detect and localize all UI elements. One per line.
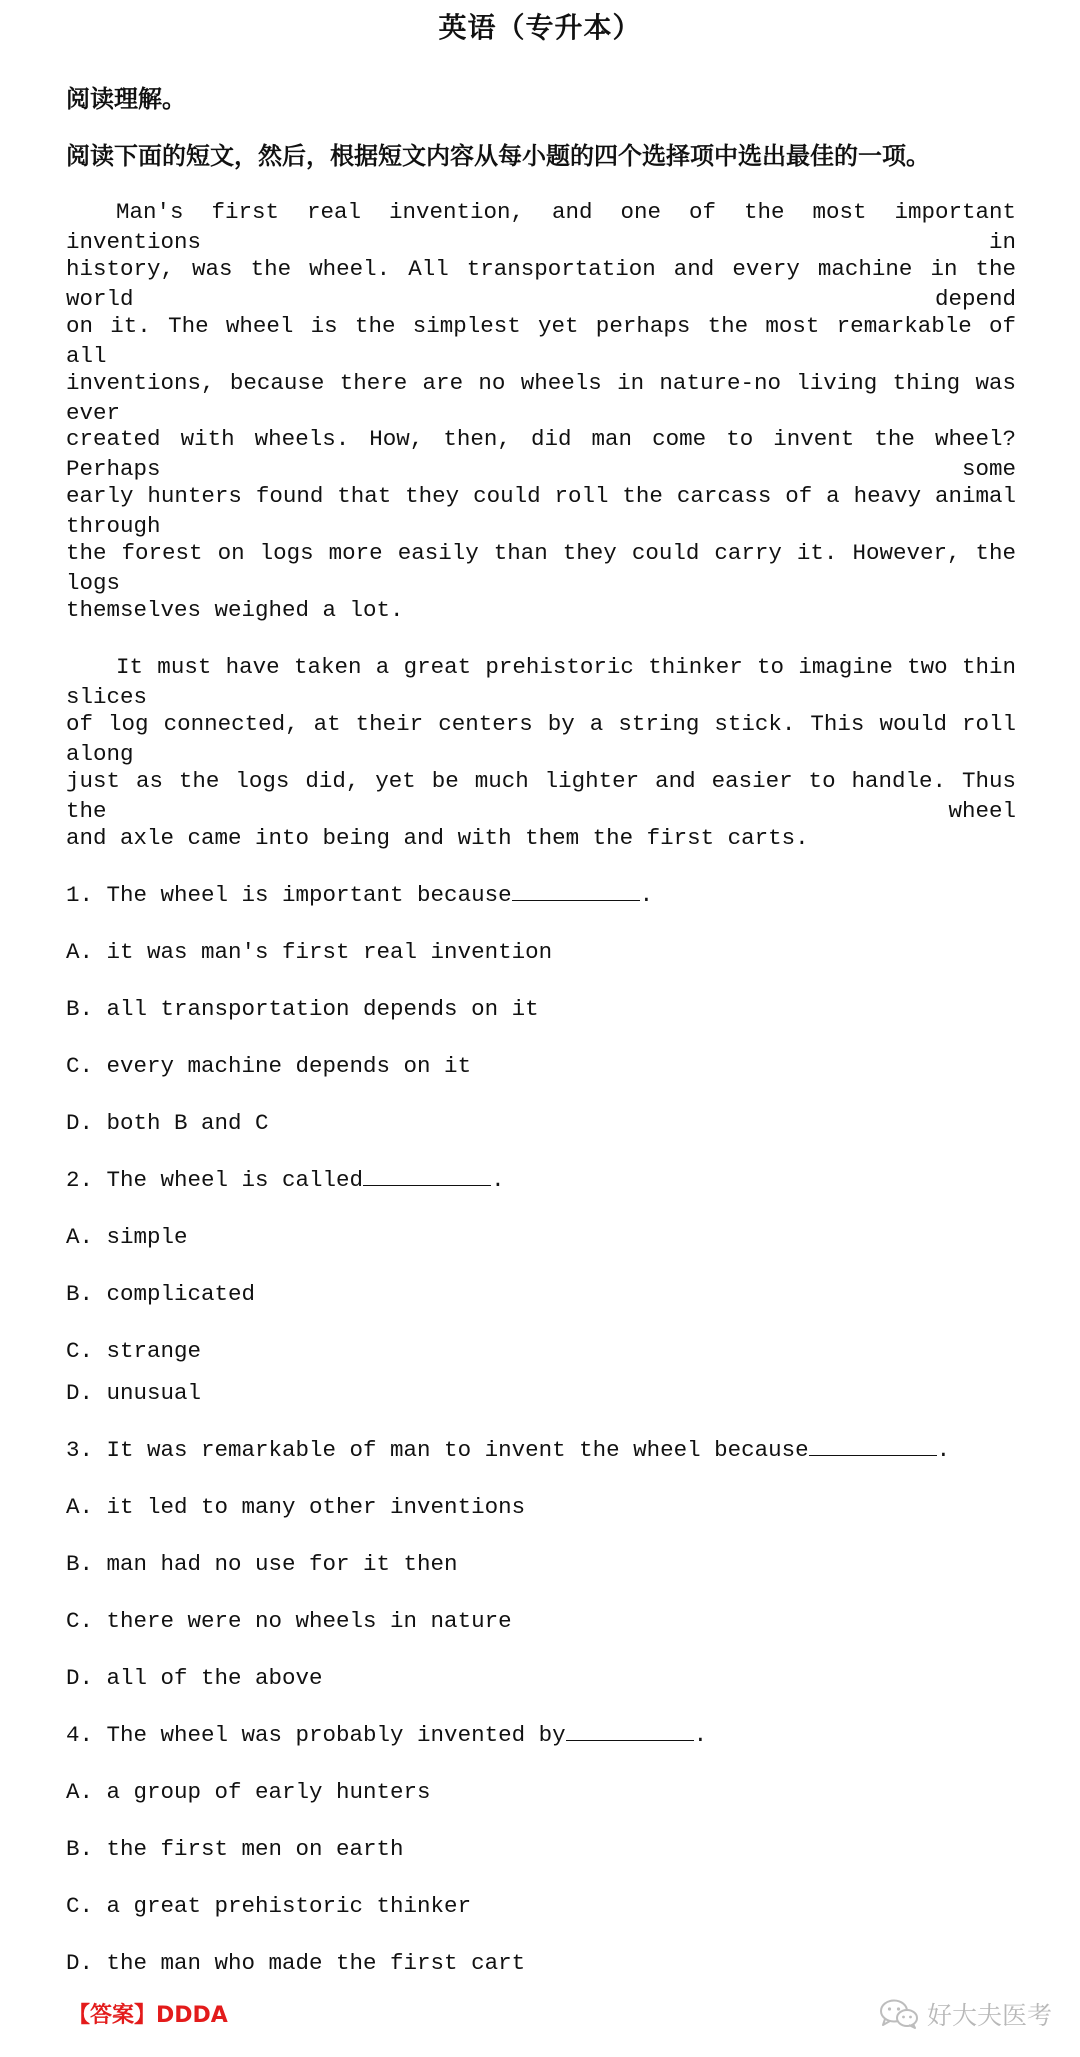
question-4-stem: 4. The wheel was probably invented by . bbox=[66, 1722, 708, 1748]
question-4-option-c: C. a great prehistoric thinker bbox=[66, 1893, 472, 1919]
passage-line: early hunters found that they could roll the carcass of a heavy animal through bbox=[66, 483, 1016, 539]
passage-line: inventions, because there are no wheels in nature-no living thing was ever bbox=[66, 370, 1016, 426]
answer-blank bbox=[566, 1722, 694, 1741]
question-2-option-b: B. complicated bbox=[66, 1281, 256, 1307]
question-4-option-a: A. a group of early hunters bbox=[66, 1779, 431, 1805]
question-1-option-b: B. all transportation depends on it bbox=[66, 996, 539, 1022]
question-1-option-d: D. both B and C bbox=[66, 1110, 269, 1136]
passage-line: on it. The wheel is the simplest yet perhaps the most remarkable of all bbox=[66, 313, 1016, 369]
watermark bbox=[879, 1996, 1052, 2032]
passage-line: and axle came into being and with them the first carts. bbox=[66, 825, 809, 851]
passage-line: of log connected, at their centers by a string stick. This would roll along bbox=[66, 711, 1016, 767]
question-1-option-a: A. it was man's first real invention bbox=[66, 939, 553, 965]
passage-line: created with wheels. How, then, did man come to invent the wheel? Perhaps some bbox=[66, 426, 1016, 482]
passage-line: It must have taken a great prehistoric thinker to imagine two thin slices bbox=[66, 654, 1016, 710]
passage-line: the forest on logs more easily than they could carry it. However, the logs bbox=[66, 540, 1016, 596]
answer-blank bbox=[512, 882, 640, 901]
question-3-option-b: B. man had no use for it then bbox=[66, 1551, 458, 1577]
watermark-text: 好大夫医考 bbox=[926, 2001, 1052, 2030]
question-3-option-a: A. it led to many other inventions bbox=[66, 1494, 526, 1520]
question-2-stem: 2. The wheel is called . bbox=[66, 1167, 505, 1193]
passage-line: history, was the wheel. All transportation and every machine in the world depend bbox=[66, 256, 1016, 312]
passage-line: themselves weighed a lot. bbox=[66, 597, 404, 623]
question-3-option-c: C. there were no wheels in nature bbox=[66, 1608, 512, 1634]
answer-key: 【答案】DDDA bbox=[68, 2003, 228, 2028]
question-1-option-c: C. every machine depends on it bbox=[66, 1053, 472, 1079]
directions-text: 阅读下面的短文，然后，根据短文内容从每小题的四个选择项中选出最佳的一项。 bbox=[66, 142, 930, 170]
section-label: 阅读理解。 bbox=[66, 85, 186, 113]
page-title: 英语（专升本） bbox=[438, 11, 642, 44]
question-2-option-c: C. strange bbox=[66, 1338, 202, 1364]
passage-line: Man's first real invention, and one of the most important inventions in bbox=[66, 199, 1016, 255]
question-2-option-a: A. simple bbox=[66, 1224, 188, 1250]
question-2-option-d: D. unusual bbox=[66, 1380, 202, 1406]
answer-blank bbox=[363, 1167, 491, 1186]
question-3-option-d: D. all of the above bbox=[66, 1665, 323, 1691]
question-1-stem: 1. The wheel is important because . bbox=[66, 882, 654, 908]
question-4-option-d: D. the man who made the first cart bbox=[66, 1950, 526, 1976]
question-3-stem: 3. It was remarkable of man to invent the wheel because . bbox=[66, 1437, 951, 1463]
question-4-option-b: B. the first men on earth bbox=[66, 1836, 404, 1862]
answer-blank bbox=[809, 1437, 937, 1456]
wechat-icon bbox=[879, 1998, 919, 2030]
passage-line: just as the logs did, yet be much lighter and easier to handle. Thus the wheel bbox=[66, 768, 1016, 824]
